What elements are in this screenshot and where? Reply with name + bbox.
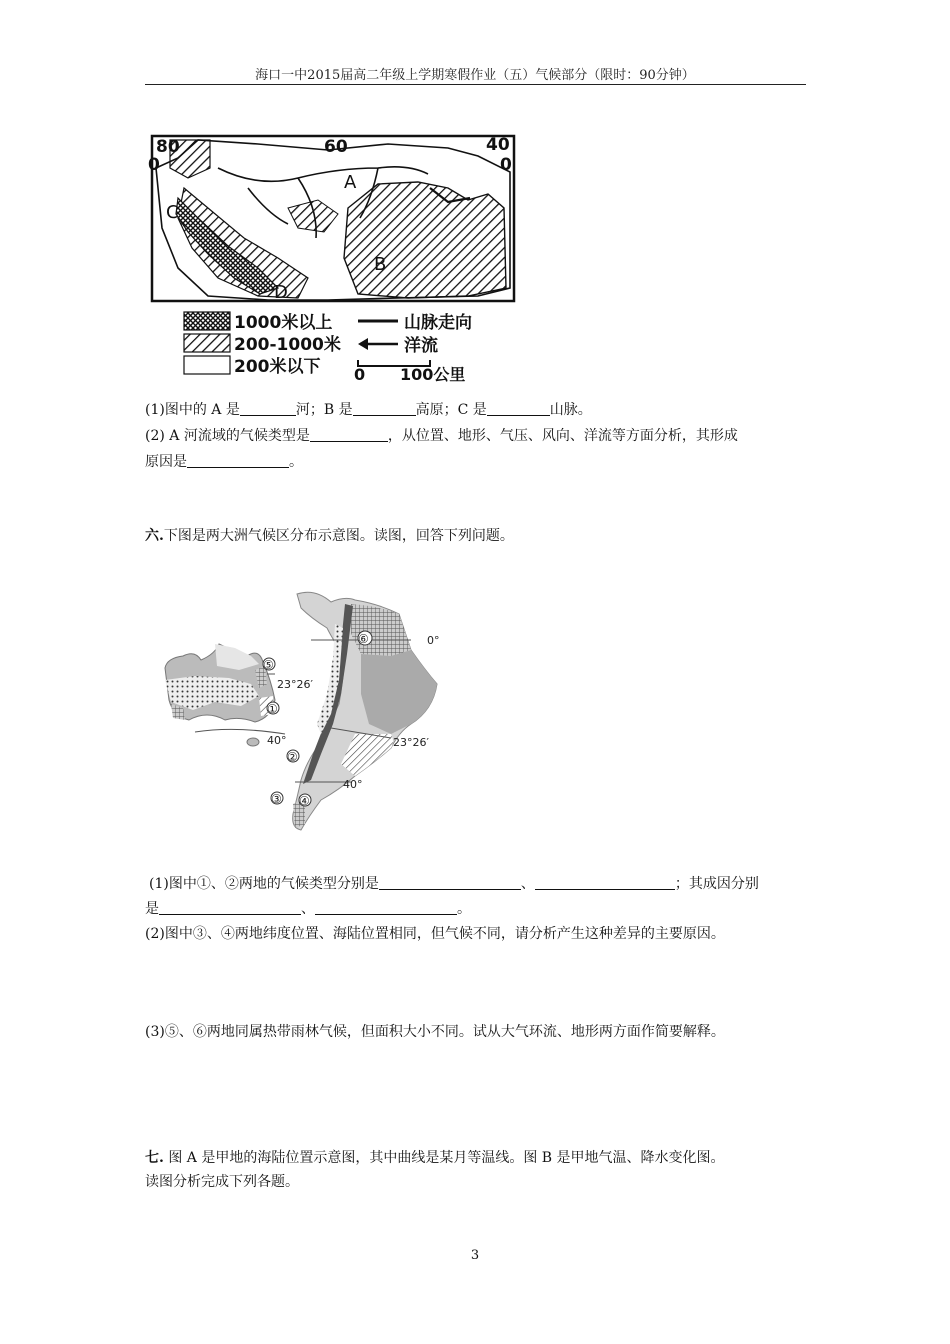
q6-number: 六. <box>145 528 164 544</box>
tasmania <box>247 738 259 746</box>
q7-text1: 图 A 是甲地的海陆位置示意图，其中曲线是某月等温线。图 B 是甲地气温、降水变化图。 <box>163 1150 725 1166</box>
q5-river-blank[interactable] <box>240 401 296 416</box>
marker-4: ④ <box>299 794 310 808</box>
q5-climate-blank[interactable] <box>310 427 388 442</box>
page-number: 3 <box>470 1248 480 1263</box>
marker-3: ③ <box>271 792 282 806</box>
aus-tropic-label: 23°26′ <box>277 678 313 691</box>
q6-title <box>145 526 514 546</box>
scale-bar <box>358 360 430 366</box>
point-label-b: B <box>374 254 387 275</box>
legend-swatch-mid <box>184 334 230 352</box>
aus-40-label: 40° <box>267 734 287 747</box>
sa-equator-label: 0° <box>427 634 440 647</box>
legend-swatch-low <box>184 356 230 374</box>
relief-map-figure <box>148 128 520 388</box>
q5-part1-a: (1)图中的 A 是 <box>145 402 240 418</box>
zone-6-area <box>351 604 411 656</box>
marker-5: ⑤ <box>263 658 274 672</box>
q5-part2-b: ，从位置、地形、气压、风向、洋流等方面分析，其形成 <box>387 428 738 444</box>
q6-title-text: 下图是两大洲气候区分布示意图。读图，回答下列问题。 <box>163 528 514 544</box>
sa-brazil-zone <box>361 650 437 734</box>
q5-part3-a: 原因是 <box>145 454 187 470</box>
sa-40-label: 40° <box>343 778 363 791</box>
lon-label-40: 40 <box>486 135 510 155</box>
q6-sub2: (2)图中③、④两地纬度位置、海陆位置相同，但气候不同，请分析产生这种差异的主要原因。 <box>145 926 725 942</box>
legend-mid-label: 200-1000米 <box>234 335 341 355</box>
q6-sub1-end2: 。 <box>457 901 471 917</box>
lat-label-right: 0 <box>500 155 512 175</box>
q6-cause2-blank[interactable] <box>315 900 457 915</box>
q5-part1 <box>145 400 592 420</box>
q6-sub1-a: (1)图中①、②两地的气候类型分别是 <box>149 876 379 892</box>
legend-current-arrowhead <box>358 338 368 350</box>
q5-plateau-blank[interactable] <box>353 401 416 416</box>
marker-6: ⑥ <box>358 632 369 646</box>
q6-sub1-line2 <box>145 899 471 919</box>
q6-sub1-b: 是 <box>145 901 159 917</box>
page-header: 海口一中2015届高二年级上学期寒假作业（五）气候部分（限时：90分钟） <box>255 68 695 83</box>
q6-sub1-sep2: 、 <box>301 901 315 917</box>
q7-number: 七. <box>145 1150 164 1166</box>
q5-part1-b: 河；B 是 <box>295 402 353 418</box>
q5-part3 <box>145 452 303 472</box>
q6-climate1-blank[interactable] <box>379 875 521 890</box>
q6-cause1-blank[interactable] <box>159 900 301 915</box>
climate-zone-map-figure <box>155 584 455 840</box>
q6-sub1-line1 <box>145 874 759 894</box>
scale-zero-label: 0 <box>354 365 366 384</box>
point-label-d: D <box>274 282 288 303</box>
q5-reason-blank[interactable] <box>187 453 289 468</box>
q5-part2 <box>145 426 738 446</box>
point-label-a: A <box>344 172 357 193</box>
point-label-c: C <box>166 202 179 223</box>
lon-label-80: 80 <box>156 137 180 157</box>
q6-sub3: (3)⑤、⑥两地同属热带雨林气候，但面积大小不同。试从大气环流、地形两方面作简要解释。 <box>145 1024 725 1040</box>
marker-1: ① <box>267 702 278 716</box>
legend-high-label: 1000米以上 <box>234 313 333 333</box>
legend-swatch-high <box>184 312 230 330</box>
q6-climate2-blank[interactable] <box>535 875 675 890</box>
scale-distance-label: 100公里 <box>400 365 466 384</box>
q6-sub1-end: ；其成因分别 <box>674 876 759 892</box>
q7-line2: 读图分析完成下列各题。 <box>145 1174 299 1190</box>
q7-line1 <box>145 1148 725 1168</box>
lat-label-left: 0 <box>148 155 160 175</box>
legend-low-label: 200米以下 <box>234 357 321 377</box>
marker-2: ② <box>287 750 298 764</box>
q6-sub1-sep: 、 <box>520 876 535 892</box>
q5-part1-c: 高原；C 是 <box>415 402 487 418</box>
q5-part3-b: 。 <box>289 454 303 470</box>
sa-tropic-label: 23°26′ <box>393 736 429 749</box>
q5-part1-d: 山脉。 <box>549 402 592 418</box>
lon-label-60: 60 <box>324 137 348 157</box>
legend-current-label: 洋流 <box>404 336 438 356</box>
q5-mountain-blank[interactable] <box>487 401 550 416</box>
q5-part2-a: (2) A 河流域的气候类型是 <box>145 428 310 444</box>
header-rule <box>145 84 806 85</box>
legend-mountain-label: 山脉走向 <box>404 313 472 333</box>
